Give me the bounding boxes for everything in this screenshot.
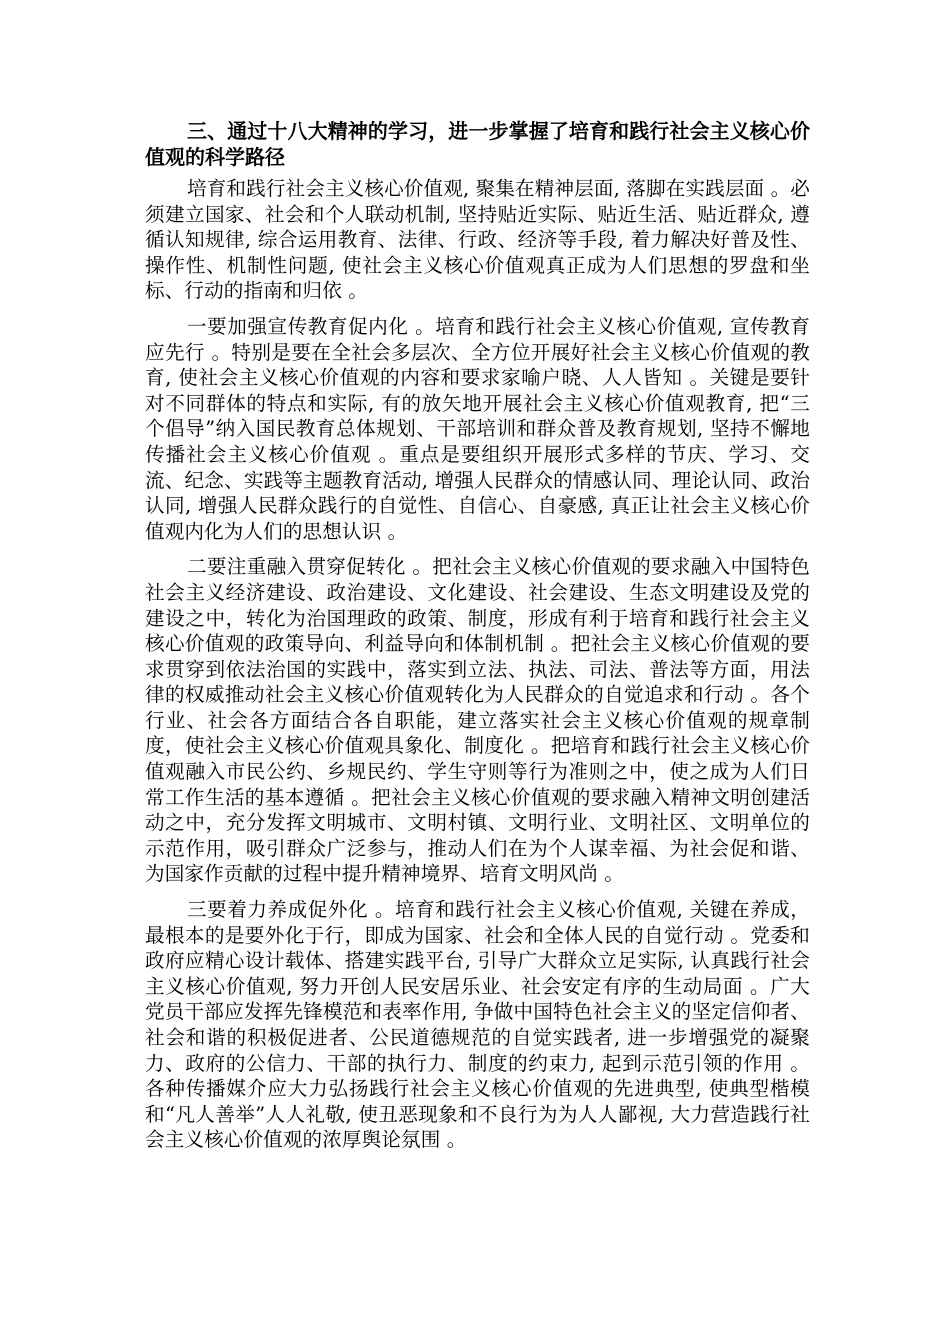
paragraph-intro: 培育和践行社会主义核心价值观, 聚集在精神层面, 落脚在实践层面 。必须建立国家、社会和个人联动机制, 坚持贴近实际、贴近生活、贴近群众, 遵循认知规律, 综合运用教育、法律、行政、经济等手段, 着力解决好普及性、操作性、机制性问题, 使社会主义核心价值观真正成为人们思想的罗盘和坐标、行动的指南和归依 。 bbox=[145, 177, 810, 303]
section-heading: 三、通过十八大精神的学习，进一步掌握了培育和践行社会主义核心价值观的科学路径 bbox=[145, 119, 810, 169]
paragraph-point-two: 二要注重融入贯穿促转化 。把社会主义核心价值观的要求融入中国特色社会主义经济建设、政治建设、文化建设、社会建设、生态文明建设及党的建设之中，转化为治国理政的政策、制度，形成有利于培育和践行社会主义核心价值观的政策导向、利益导向和体制机制 。把社会主义核心价值观的要求贯穿到依法治国的实践中，落实到立法、执法、司法、普法等方面，用法律的权威推动社会主义核心价值观转化为人民群众的自觉追求和行动 。各个行业、社会各方面结合各自职能，建立落实社会主义核心价值观的规章制度，使社会主义核心价值观具象化、制度化 。把培育和践行社会主义核心价值观融入市民公约、乡规民约、学生守则等行为准则之中，使之成为人们日常工作生活的基本遵循 。把社会主义核心价值观的要求融入精神文明创建活动之中，充分发挥文明城市、文明村镇、文明行业、文明社区、文明单位的示范作用，吸引群众广泛参与，推动人们在为个人谋幸福、为社会促和谐、为国家作贡献的过程中提升精神境界、培育文明风尚 。 bbox=[145, 555, 810, 886]
document-body bbox=[145, 118, 810, 1163]
paragraph-point-three: 三要着力养成促外化 。培育和践行社会主义核心价值观, 关键在养成，最根本的是要外化于行，即成为国家、社会和全体人民的自觉行动 。党委和政府应精心设计载体、搭建实践平台, 引导广大群众立足实际, 认真践行社会主义核心价值观, 努力开创人民安居乐业、社会安定有序的生动局面 。广大党员干部应发挥先锋模范和表率作用, 争做中国特色社会主义的坚定信仰者、社会和谐的积极促进者、公民道德规范的自觉实践者, 进一步增强党的凝聚力、政府的公信力、干部的执行力、制度的约束力, 起到示范引领的作用 。各种传播媒介应大力弘扬践行社会主义核心价值观的先进典型, 使典型楷模和“凡人善举”人人礼敬, 使丑恶现象和不良行为为人人鄙视, 大力营造践行社会主义核心价值观的浓厚舆论氛围 。 bbox=[145, 898, 810, 1152]
paragraph-point-one: 一要加强宣传教育促内化 。培育和践行社会主义核心价值观, 宣传教育应先行 。特别是要在全社会多层次、全方位开展好社会主义核心价值观的教育, 使社会主义核心价值观的内容和要求家喻户晓、人人皆知 。关键是要针对不同群体的特点和实际, 有的放矢地开展社会主义核心价值观教育, 把“三个倡导”纳入国民教育总体规划、干部培训和群众普及教育规划, 坚持不懈地传播社会主义核心价值观 。重点是要组织开展形式多样的节庆、学习、交流、纪念、实践等主题教育活动, 增强人民群众的情感认同、理论认同、政治认同, 增强人民群众践行的自觉性、自信心、自豪感, 真正让社会主义核心价值观内化为人们的思想认识 。 bbox=[145, 314, 810, 543]
